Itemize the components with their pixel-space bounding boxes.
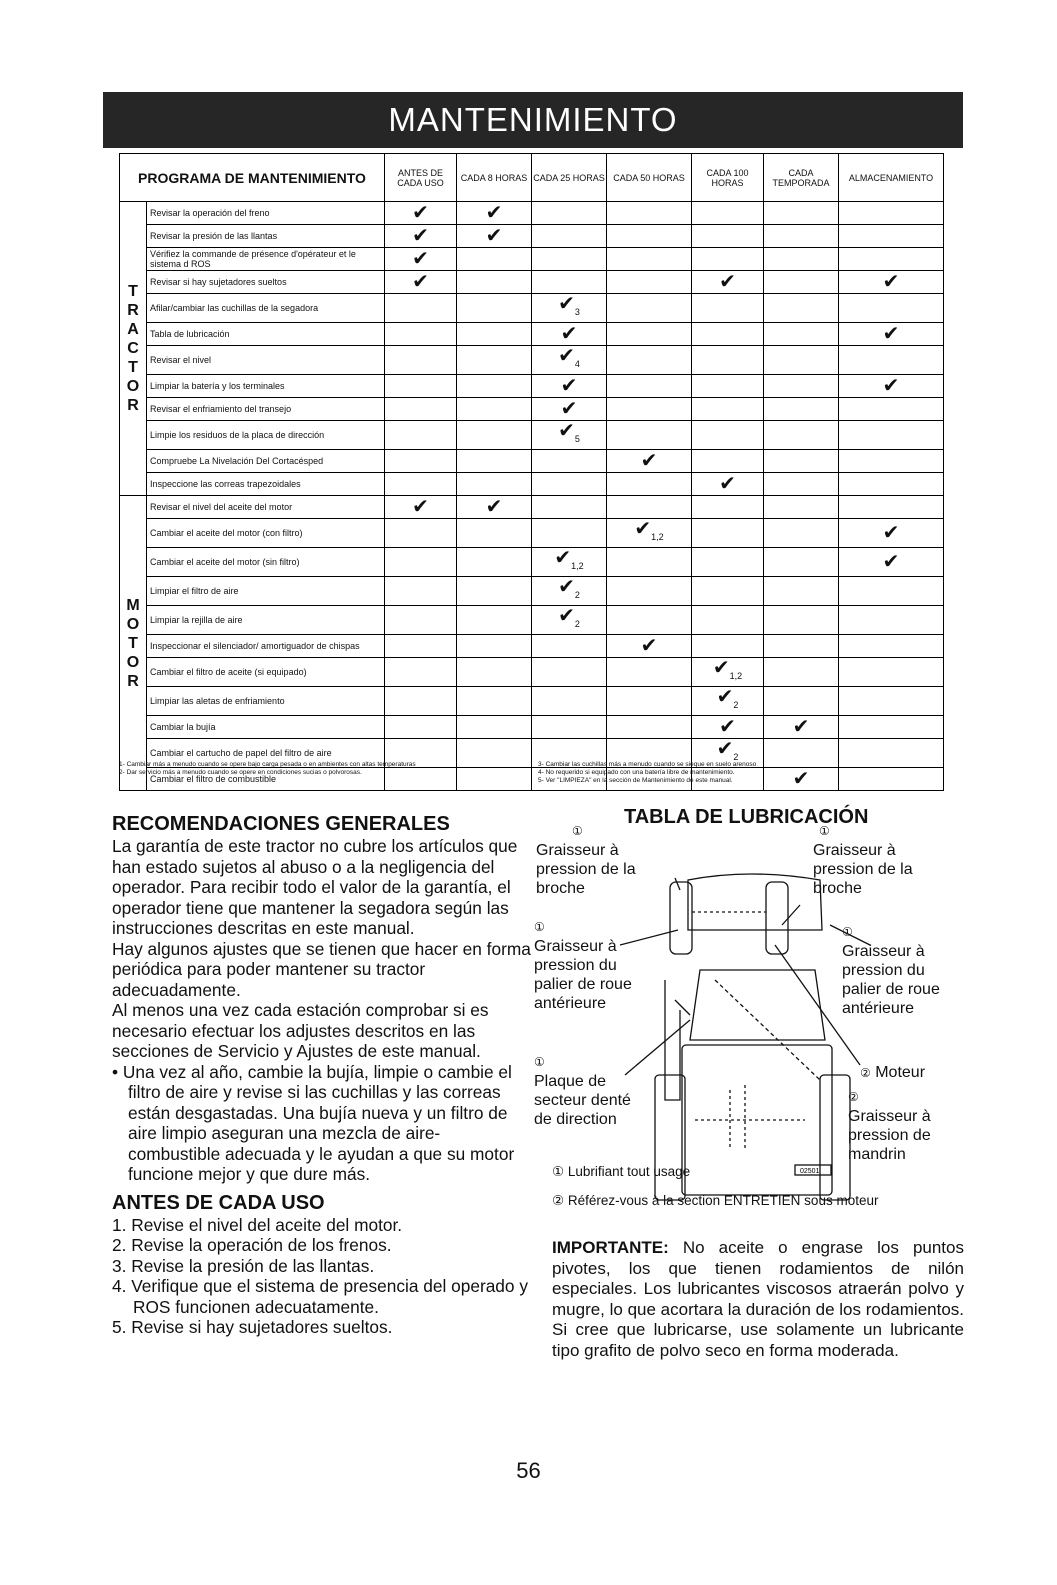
schedule-cell (532, 346, 607, 375)
table-row (120, 248, 944, 271)
section-banner (103, 92, 963, 148)
table-row (120, 398, 944, 421)
maintenance-schedule-table (119, 153, 944, 791)
table-row (120, 323, 944, 346)
schedule-cell (385, 473, 457, 496)
footnotes-right (538, 761, 958, 785)
schedule-cell (607, 519, 692, 548)
schedule-cell (457, 716, 532, 739)
label-steering-plate (534, 1053, 646, 1129)
schedule-cell (839, 473, 944, 496)
schedule-cell (385, 271, 457, 294)
task-label: Limpiar la batería y los terminales (147, 375, 385, 398)
schedule-cell (457, 450, 532, 473)
schedule-cell (457, 375, 532, 398)
check-mark: $✔_2$ (558, 605, 580, 629)
col-header: CADA TEMPORADA (764, 154, 839, 202)
footnote: 4- No requerido si equipado con una batería libre de mantenimiento. (538, 769, 735, 776)
schedule-cell (839, 323, 944, 346)
schedule-cell (385, 658, 457, 687)
schedule-cell (839, 398, 944, 421)
check-mark: $✔_2$ (716, 686, 739, 710)
col-header: CADA 50 HORAS (607, 154, 692, 202)
table-row (120, 635, 944, 658)
schedule-cell (457, 658, 532, 687)
label-text: Plaque de secteur denté de direction (534, 1073, 631, 1128)
schedule-cell (764, 202, 839, 225)
table-row (120, 450, 944, 473)
schedule-cell (692, 248, 764, 271)
schedule-cell (532, 635, 607, 658)
task-label: Limpiar las aletas de enfriamiento (147, 687, 385, 716)
schedule-cell (385, 225, 457, 248)
schedule-cell (457, 202, 532, 225)
schedule-cell (532, 294, 607, 323)
task-label: Cambiar la bujía (147, 716, 385, 739)
lubrication-diagram (530, 820, 990, 1210)
schedule-cell (839, 248, 944, 271)
table-row (120, 606, 944, 635)
schedule-cell (764, 577, 839, 606)
schedule-cell (385, 202, 457, 225)
table-row (120, 346, 944, 375)
label-text: Moteur (875, 1064, 926, 1081)
schedule-cell (385, 519, 457, 548)
marker-1: ① (819, 824, 830, 838)
col-header: ANTES DE CADA USO (385, 154, 457, 202)
schedule-cell (764, 271, 839, 294)
schedule-cell (457, 225, 532, 248)
legend-engine-section: ② Référez-vous à la section ENTRETIEN sous moteur (552, 1193, 879, 1208)
schedule-cell (764, 248, 839, 271)
schedule-cell (764, 375, 839, 398)
schedule-cell (692, 323, 764, 346)
check-mark: ✔ (640, 450, 658, 472)
table-row (120, 375, 944, 398)
schedule-cell (839, 496, 944, 519)
schedule-cell (764, 294, 839, 323)
check-mark: ✔ (882, 551, 900, 573)
label-front-wheel-left (534, 918, 644, 1013)
schedule-cell (692, 473, 764, 496)
check-mark: $✔_2$ (716, 738, 739, 762)
schedule-cell (532, 271, 607, 294)
schedule-cell (692, 271, 764, 294)
task-label: Compruebe La Nivelación Del Cortacésped (147, 450, 385, 473)
task-label: Inspeccionar el silenciador/ amortiguador de chispas (147, 635, 385, 658)
schedule-cell (764, 716, 839, 739)
schedule-cell (532, 202, 607, 225)
schedule-cell (692, 716, 764, 739)
schedule-cell (532, 323, 607, 346)
schedule-cell (607, 548, 692, 577)
general-recommendations (112, 812, 532, 1338)
schedule-cell (692, 606, 764, 635)
col-header: ALMACENAMIENTO (839, 154, 944, 202)
important-notice (552, 1238, 964, 1361)
schedule-cell (457, 294, 532, 323)
schedule-cell (607, 635, 692, 658)
schedule-cell (607, 421, 692, 450)
task-label: Limpiar el filtro de aire (147, 577, 385, 606)
schedule-cell (692, 577, 764, 606)
schedule-cell (532, 496, 607, 519)
table-row (120, 473, 944, 496)
schedule-cell (764, 421, 839, 450)
footnote: 3- Cambiar las cuchillas más a menudo cuando se sieque en suelo arenoso (538, 761, 757, 768)
check-mark: ✔ (485, 225, 503, 247)
schedule-cell (457, 606, 532, 635)
page-number: 56 (516, 1458, 541, 1483)
schedule-cell (764, 473, 839, 496)
schedule-cell (839, 346, 944, 375)
schedule-cell (607, 294, 692, 323)
schedule-cell (607, 202, 692, 225)
check-mark: ✔ (882, 375, 900, 397)
diagram-code: 02501 (800, 1168, 820, 1175)
table-row (120, 496, 944, 519)
schedule-cell (692, 548, 764, 577)
schedule-cell (532, 421, 607, 450)
before-use-heading: ANTES DE CADA USO (112, 1191, 325, 1214)
schedule-cell (839, 635, 944, 658)
check-mark: ✔ (719, 271, 736, 293)
schedule-cell (692, 202, 764, 225)
schedule-cell (457, 398, 532, 421)
list-item: 5. Revise si hay sujetadores sueltos. (112, 1317, 393, 1337)
general-bullet: • Una vez al año, cambie la bujía, limpie o cambie el filtro de aire y revise si las cuchillas y las correas están desgastadas. Una bujía nueva y un filtro de aire limpio aseguran una mezcla de aire-combustible adecuada y le ayudan a que su motor funcione mejor y que dure más. (112, 1061, 515, 1184)
check-mark: ✔ (882, 323, 900, 345)
schedule-cell (764, 548, 839, 577)
schedule-cell (607, 658, 692, 687)
schedule-cell (385, 294, 457, 323)
schedule-cell (385, 687, 457, 716)
schedule-cell (532, 606, 607, 635)
schedule-cell (532, 716, 607, 739)
schedule-cell (692, 375, 764, 398)
marker-2: ② (860, 1066, 871, 1080)
check-mark: $✔_{1,2}$ (554, 547, 584, 571)
schedule-cell (385, 548, 457, 577)
check-mark: ✔ (412, 202, 429, 224)
schedule-cell (764, 658, 839, 687)
task-label: Cambiar el aceite del motor (sin filtro) (147, 548, 385, 577)
important-text: No aceite o engrase los puntos pivotes, los que tienen rodamientos de nilón especiales. Los lubricantes viscosos atraerán polvo y mugre, lo que acortara la duración de los rodamientos. Si cree que lubricarse, use solamente un lubricante tipo grafito de polvo seco en forma moderada. (552, 1238, 965, 1360)
marker-1: ① (534, 1055, 545, 1069)
schedule-cell (457, 271, 532, 294)
schedule-cell (532, 519, 607, 548)
schedule-cell (839, 577, 944, 606)
task-label: Cambiar el aceite del motor (con filtro) (147, 519, 385, 548)
schedule-cell (764, 496, 839, 519)
schedule-cell (607, 323, 692, 346)
schedule-cell (457, 577, 532, 606)
table-row (120, 271, 944, 294)
label-text: Graisseur à pression de la broche (536, 842, 636, 897)
schedule-cell (457, 519, 532, 548)
lubrication-title: TABLA DE LUBRICACIÓN (624, 806, 869, 828)
general-heading: RECOMENDACIONES GENERALES (112, 813, 450, 835)
schedule-cell (839, 421, 944, 450)
schedule-cell (764, 398, 839, 421)
schedule-cell (607, 450, 692, 473)
banner-title: MANTENIMIENTO (388, 101, 678, 138)
schedule-cell (385, 248, 457, 271)
schedule-cell (764, 225, 839, 248)
label-front-wheel-right (842, 923, 962, 1018)
check-mark: $✔_5$ (558, 420, 580, 444)
program-header: PROGRAMA DE MANTENIMIENTO (120, 154, 385, 202)
schedule-cell (839, 687, 944, 716)
schedule-cell (839, 716, 944, 739)
schedule-cell (532, 375, 607, 398)
schedule-cell (385, 716, 457, 739)
task-label: Revisar el enfriamiento del transejo (147, 398, 385, 421)
marker-2: ② (848, 1090, 859, 1104)
table-row (120, 225, 944, 248)
schedule-cell (692, 519, 764, 548)
schedule-cell (839, 548, 944, 577)
legend-general-lubricant: ① Lubrifiant tout usage (552, 1164, 691, 1179)
schedule-cell (385, 398, 457, 421)
schedule-cell (607, 606, 692, 635)
schedule-cell (385, 496, 457, 519)
important-label: IMPORTANTE: (552, 1238, 669, 1257)
schedule-cell (457, 635, 532, 658)
schedule-cell (385, 606, 457, 635)
schedule-cell (385, 375, 457, 398)
footnote: 2- Dar servicio más a menudo cuando se opere en condiciones sucias o polvorosas. (119, 769, 362, 776)
schedule-cell (385, 346, 457, 375)
task-label: Tabla de lubricación (147, 323, 385, 346)
table-row (120, 548, 944, 577)
schedule-cell (607, 271, 692, 294)
table-row (120, 421, 944, 450)
footnote: 1- Cambiar más a menudo cuando se opere bajo carga pesada o en ambientes con altas temperaturas (119, 761, 416, 768)
schedule-cell (692, 346, 764, 375)
schedule-cell (764, 635, 839, 658)
schedule-cell (607, 398, 692, 421)
schedule-cell (532, 577, 607, 606)
schedule-cell (764, 323, 839, 346)
task-label: Limpiar la rejilla de aire (147, 606, 385, 635)
schedule-cell (692, 635, 764, 658)
schedule-cell (457, 473, 532, 496)
schedule-cell (764, 346, 839, 375)
list-item: 4. Verifique que el sistema de presencia del operado y ROS funcionen adecuatamente. (112, 1276, 528, 1317)
schedule-cell (692, 658, 764, 687)
col-header: CADA 25 HORAS (532, 154, 607, 202)
col-header: CADA 8 HORAS (457, 154, 532, 202)
schedule-cell (532, 687, 607, 716)
table-row (120, 687, 944, 716)
schedule-cell (692, 496, 764, 519)
label-mandrel (848, 1088, 966, 1164)
label-text: Graisseur à pression de mandrin (848, 1108, 931, 1163)
table-row (120, 294, 944, 323)
schedule-cell (457, 346, 532, 375)
schedule-cell (764, 606, 839, 635)
schedule-cell (692, 421, 764, 450)
task-label: Revisar el nivel del aceite del motor (147, 496, 385, 519)
task-label: Cambiar el cartucho de papel del filtro de aire (147, 739, 385, 768)
task-label: Cambiar el filtro de combustible (147, 768, 385, 791)
schedule-cell (385, 577, 457, 606)
schedule-cell (532, 548, 607, 577)
list-item: 3. Revise la presión de las llantas. (112, 1255, 375, 1276)
schedule-cell (532, 225, 607, 248)
label-engine (860, 1063, 960, 1083)
schedule-cell (692, 294, 764, 323)
schedule-cell (607, 577, 692, 606)
schedule-cell (839, 271, 944, 294)
schedule-cell (839, 294, 944, 323)
check-mark: $✔_2$ (558, 576, 580, 600)
table-row (120, 716, 944, 739)
check-mark: ✔ (412, 496, 429, 518)
schedule-cell (607, 225, 692, 248)
schedule-cell (839, 225, 944, 248)
schedule-cell (457, 548, 532, 577)
schedule-cell (764, 687, 839, 716)
task-label: Revisar la presión de las llantas (147, 225, 385, 248)
list-item: 2. Revise la operación de los frenos. (112, 1235, 392, 1255)
check-mark: ✔ (560, 398, 578, 420)
schedule-cell (692, 450, 764, 473)
general-paragraph: Al menos una vez cada estación comprobar si es necesario efectuar los adjustes descritos en las secciones de Servicio y Ajustes de este manual. (112, 1000, 489, 1061)
label-spindle-right (813, 822, 923, 898)
schedule-cell (385, 323, 457, 346)
schedule-cell (607, 496, 692, 519)
table-row (120, 519, 944, 548)
marker-1: ① (842, 925, 853, 939)
check-mark: $✔_4$ (558, 345, 580, 369)
check-mark: $✔_3$ (558, 293, 580, 317)
schedule-cell (764, 450, 839, 473)
check-mark: ✔ (719, 716, 736, 738)
check-mark: ✔ (719, 473, 736, 495)
schedule-cell (532, 450, 607, 473)
check-mark: ✔ (412, 271, 429, 293)
marker-1: ① (534, 920, 545, 934)
schedule-cell (692, 687, 764, 716)
schedule-cell (607, 375, 692, 398)
marker-1: ① (572, 824, 583, 838)
task-label: Revisar si hay sujetadores sueltos (147, 271, 385, 294)
check-mark: ✔ (412, 225, 429, 247)
schedule-cell (385, 421, 457, 450)
check-mark: ✔ (485, 202, 503, 224)
schedule-cell (607, 473, 692, 496)
table-row (120, 202, 944, 225)
schedule-cell (839, 375, 944, 398)
check-mark: ✔ (560, 323, 578, 345)
check-mark: $✔_{1,2}$ (634, 518, 664, 542)
table-row (120, 658, 944, 687)
schedule-cell (457, 248, 532, 271)
schedule-cell (532, 248, 607, 271)
table-row (120, 577, 944, 606)
schedule-cell (532, 398, 607, 421)
schedule-cell (457, 496, 532, 519)
task-label: Revisar el nivel (147, 346, 385, 375)
label-text: Graisseur à pression du palier de roue antérieure (534, 938, 632, 1012)
footnotes-left (119, 761, 539, 777)
check-mark: ✔ (792, 716, 810, 738)
general-paragraph: Hay algunos ajustes que se tienen que hacer en forma periódica para poder mantener su tractor adecuadamente. (112, 938, 531, 1000)
schedule-cell (607, 716, 692, 739)
schedule-cell (457, 687, 532, 716)
before-use-list (112, 1215, 532, 1338)
schedule-cell (385, 450, 457, 473)
check-mark: ✔ (882, 271, 900, 293)
schedule-cell (532, 473, 607, 496)
task-label: Limpie los residuos de la placa de dirección (147, 421, 385, 450)
schedule-cell (607, 248, 692, 271)
task-label: Revisar la operación del freno (147, 202, 385, 225)
schedule-cell (607, 346, 692, 375)
schedule-cell (839, 202, 944, 225)
schedule-cell (385, 635, 457, 658)
check-mark: ✔ (792, 768, 810, 790)
schedule-cell (457, 421, 532, 450)
schedule-cell (692, 225, 764, 248)
schedule-cell (532, 658, 607, 687)
schedule-cell (839, 606, 944, 635)
check-mark: ✔ (485, 496, 503, 518)
group-label: M O T O R (120, 496, 147, 791)
schedule-cell (607, 687, 692, 716)
label-text: Graisseur à pression du palier de roue antérieure (842, 943, 940, 1017)
task-label: Afilar/cambiar las cuchillas de la segadora (147, 294, 385, 323)
task-label: Vérifiez la commande de présence d'opérateur et le sistema d ROS (147, 248, 385, 271)
schedule-cell (839, 519, 944, 548)
schedule-cell (692, 398, 764, 421)
check-mark: ✔ (560, 375, 578, 397)
check-mark: $✔_{1,2}$ (712, 657, 743, 681)
check-mark: ✔ (882, 522, 900, 544)
list-item: 1. Revise el nivel del aceite del motor. (112, 1214, 403, 1235)
footnote: 5- Ver "LIMPIEZA" en la sección de Mantenimiento de este manual. (538, 777, 733, 784)
task-label: Cambiar el filtro de aceite (si equipado) (147, 658, 385, 687)
check-mark: ✔ (640, 635, 658, 657)
general-paragraph: La garantía de este tractor no cubre los artículos que han estado sujetos al abuso o a la negligencia del operador. Para recibir todo el valor de la garantía, el operador tiene que mantener la segadora según las instrucciones descritas en este manual. (112, 836, 518, 938)
check-mark: ✔ (412, 248, 429, 270)
schedule-cell (457, 323, 532, 346)
task-label: Inspeccione las correas trapezoidales (147, 473, 385, 496)
schedule-cell (764, 519, 839, 548)
schedule-cell (839, 450, 944, 473)
col-header: CADA 100 HORAS (692, 154, 764, 202)
label-text: Graisseur à pression de la broche (813, 842, 913, 897)
label-spindle-left (536, 822, 651, 898)
schedule-cell (839, 658, 944, 687)
group-label: T R A C T O R (120, 202, 147, 496)
